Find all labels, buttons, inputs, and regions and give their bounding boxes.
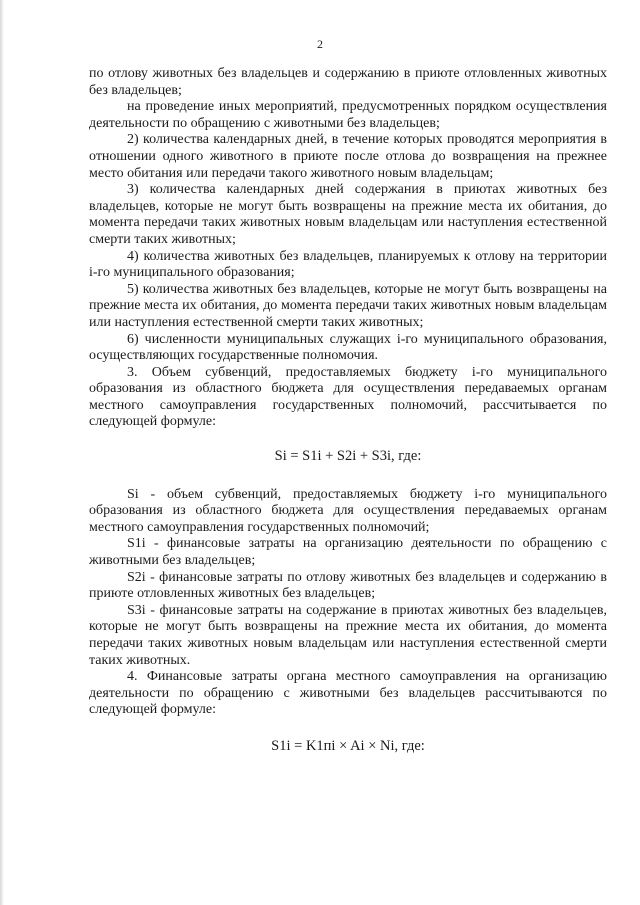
definition-s2i: S2i - финансовые затраты по отлову животных без владельцев и содержанию в приюте отловленных животных без владельцев;: [89, 569, 607, 602]
paragraph-other-measures: на проведение иных мероприятий, предусмотренных порядком осуществления деятельности по обращению с животными без владельцев;: [89, 99, 607, 131]
definition-s1i: S1i - финансовые затраты на организацию деятельности по обращению с животными без владельцев;: [89, 536, 607, 569]
scan-edge: [0, 0, 4, 905]
document-body: [89, 66, 607, 755]
paragraph-section-4: 4. Финансовые затраты органа местного самоуправления на организацию деятельности по обращению с животными без владельцев рассчитываются по следующей формуле:: [89, 669, 607, 718]
formula-s1i: S1i = K1пi × Ai × Ni, где:: [271, 737, 425, 754]
definition-si: Si - объем субвенций, предоставляемых бюджету i-го муниципального образования из областного бюджета для осуществления передаваемых органам местного самоуправления государственных полномочий;: [89, 486, 607, 535]
paragraph-item-5: 5) количества животных без владельцев, которые не могут быть возвращены на прежние места их обитания, до момента передачи таких животных новым владельцам или наступления естественной смерти таких животных;: [89, 281, 607, 330]
paragraph-continuation: по отлову животных без владельцев и содержанию в приюте отловленных животных без владельцев;: [89, 66, 607, 98]
definition-s3i: S3i - финансовые затраты на содержание в приютах животных без владельцев, которые не могут быть возвращены на прежние места их обитания, до момента передачи таких животных новым владельцам или наступления естественной смерти таких животных.: [89, 602, 607, 668]
formula-subvention-total: Si = S1i + S2i + S3i, где:: [274, 448, 422, 465]
page-number: 2: [317, 37, 323, 51]
paragraph-item-6: 6) численности муниципальных служащих i-го муниципального образования, осуществляющих государственные полномочия.: [89, 331, 607, 364]
paragraph-item-2: 2) количества календарных дней, в течение которых проводятся мероприятия в отношении одного животного в приюте после отлова до возвращения на прежнее место обитания или передачи такого животного новым владельцам;: [89, 132, 607, 181]
paragraph-section-3: 3. Объем субвенций, предоставляемых бюджету i-го муниципального образования из областного бюджета для осуществления передаваемых органам местного самоуправления государственных полномочий, рассчитывается по следующей формуле:: [89, 364, 607, 430]
paragraph-item-3: 3) количества календарных дней содержания в приютах животных без владельцев, которые не могут быть возвращены на прежние места их обитания, до момента передачи таких животных новым владельцам или наступления естественной смерти таких животных;: [89, 182, 607, 247]
paragraph-item-4: 4) количества животных без владельцев, планируемых к отлову на территории i-го муниципального образования;: [89, 248, 607, 281]
